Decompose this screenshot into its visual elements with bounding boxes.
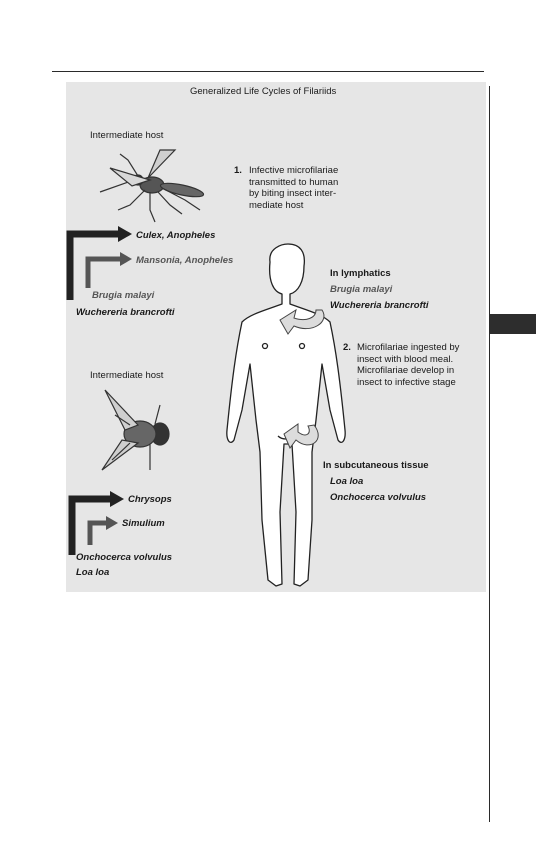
lymphatics-heading: In lymphatics xyxy=(330,268,391,279)
species-wuchereria-brancrofti: Wuchereria brancrofti xyxy=(76,307,175,318)
step2-text xyxy=(357,342,472,388)
vector-chrysops: Chrysops xyxy=(128,494,172,505)
step2-line: insect with blood meal. xyxy=(357,353,454,365)
species-brugia-malayi: Brugia malayi xyxy=(92,290,155,301)
mosquito-icon xyxy=(100,150,205,222)
step2-line: Microfilariae ingested by xyxy=(357,342,460,353)
figure-title: Generalized Life Cycles of Filariids xyxy=(190,86,337,97)
vector-arrows-mosquito xyxy=(70,226,132,300)
step2-number: 2. xyxy=(343,342,351,353)
mosquito-host-label: Intermediate host xyxy=(90,130,164,141)
vector-simulium: Simulium xyxy=(122,518,165,529)
subcutaneous-species-loa-loa: Loa loa xyxy=(330,476,364,487)
step1-line: by biting insect inter- xyxy=(249,188,337,199)
species-onchocerca-volvulus: Onchocerca volvulus xyxy=(76,552,173,563)
step2-line: Microfilariae develop in xyxy=(357,365,455,376)
fly-icon xyxy=(102,390,169,470)
lymphatics-species-brugia: Brugia malayi xyxy=(330,284,393,295)
vector-arrows-fly xyxy=(72,491,124,555)
human-figure xyxy=(227,244,345,586)
step1-number: 1. xyxy=(234,165,242,176)
step1-line: transmitted to human xyxy=(249,176,339,188)
vector-culex-anopheles: Culex, Anopheles xyxy=(136,230,216,241)
species-loa-loa: Loa loa xyxy=(76,567,110,578)
fly-host-label: Intermediate host xyxy=(90,370,164,381)
step1-line: Infective microfilariae xyxy=(249,165,339,176)
vector-mansonia-anopheles: Mansonia, Anopheles xyxy=(136,255,234,266)
step2-line: insect to infective stage xyxy=(357,376,456,388)
subcutaneous-heading: In subcutaneous tissue xyxy=(323,460,429,471)
step1-line: mediate host xyxy=(249,199,304,211)
subcutaneous-species-onchocerca: Onchocerca volvulus xyxy=(330,492,427,503)
step1-text xyxy=(249,165,359,211)
lymphatics-species-wuchereria: Wuchereria brancrofti xyxy=(330,300,429,311)
